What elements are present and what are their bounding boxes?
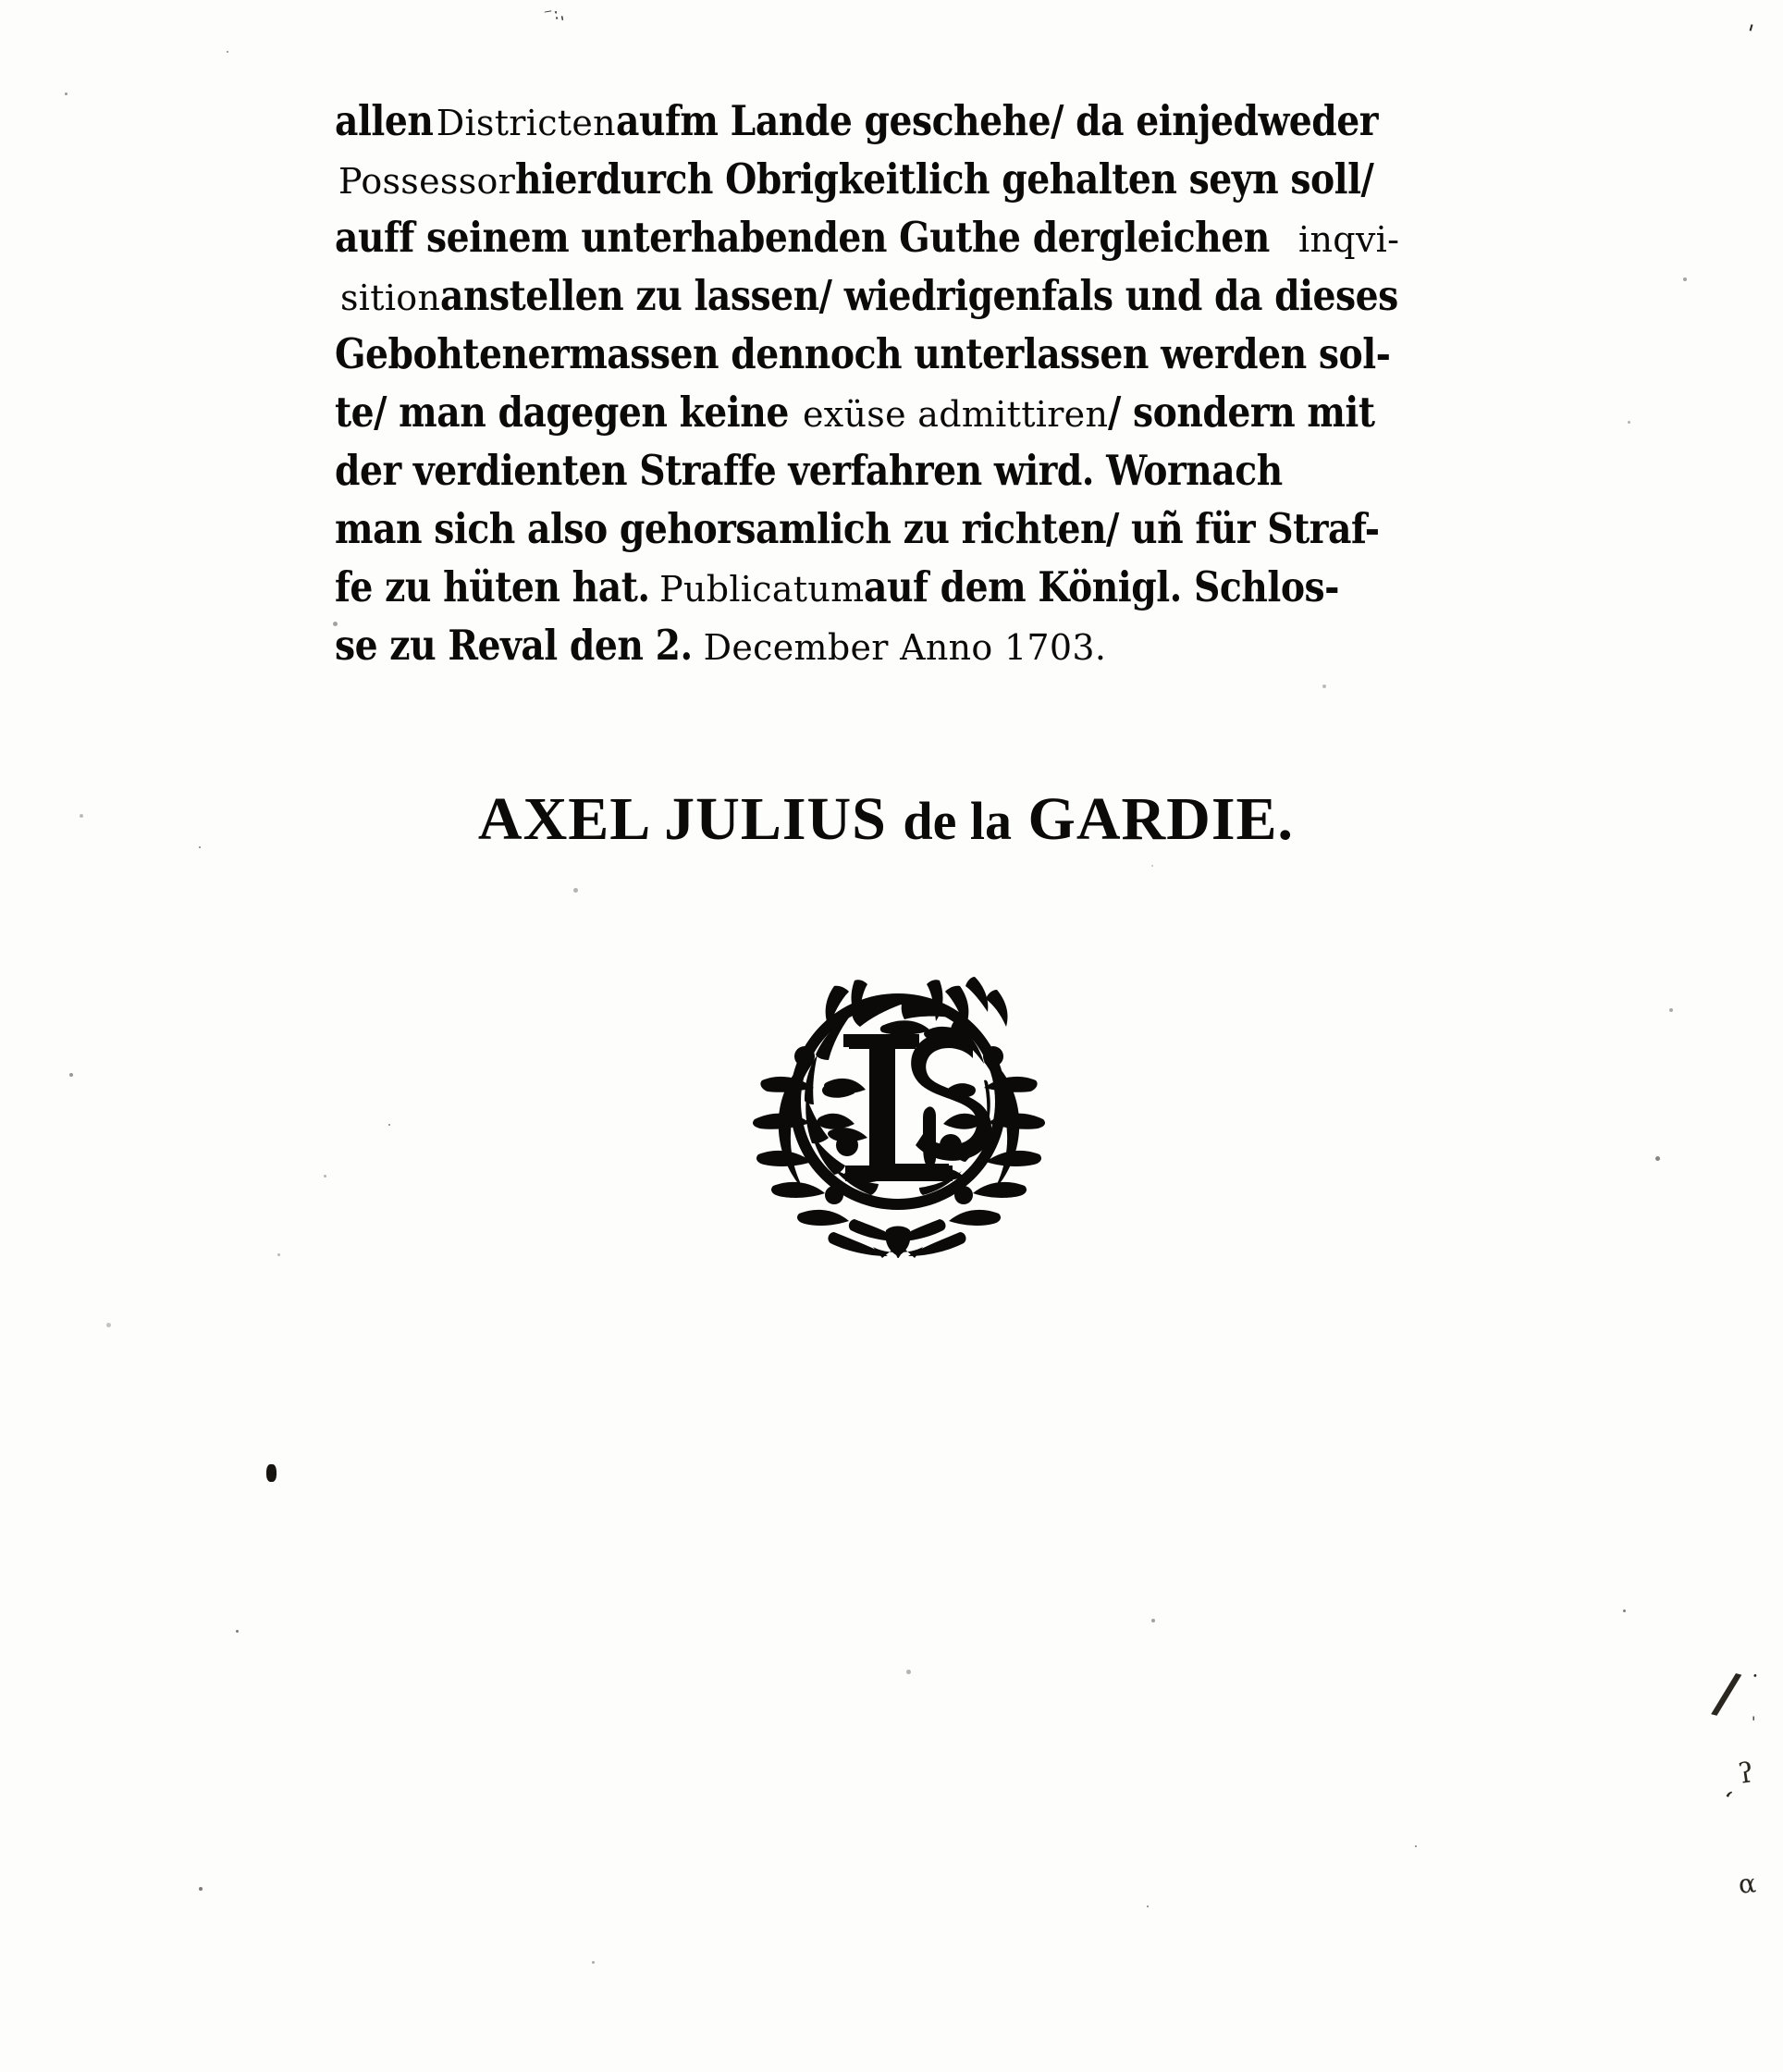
text-line — [335, 562, 1340, 621]
roman-run: sition — [340, 278, 441, 318]
paper-speckle — [1655, 1156, 1660, 1161]
seal-letter-L — [843, 1034, 953, 1181]
text-line — [335, 621, 1304, 679]
text-line — [335, 271, 1398, 329]
fraktur-run: anstellen zu lassen/ wiedrigenfals und da dieses — [440, 271, 1398, 320]
paper-speckle — [199, 1887, 203, 1891]
paper-speckle — [324, 1175, 326, 1178]
paper-speckle — [1322, 684, 1326, 688]
paper-speckle — [80, 814, 83, 818]
locus-sigilli-seal — [745, 953, 1051, 1258]
paper-speckle — [1147, 1906, 1149, 1907]
signatory-surname: GARDIE. — [1027, 785, 1295, 853]
roman-run: Publicatum — [659, 569, 865, 610]
roman-run: inqvi- — [1298, 219, 1400, 260]
paper-speckle — [592, 1961, 595, 1964]
paper-speckle — [227, 51, 228, 53]
right-margin-mark-7: α — [1737, 1868, 1758, 1900]
signatory-particle: de la — [903, 791, 1013, 851]
left-margin-ink-blot — [266, 1464, 277, 1482]
right-margin-mark-2: / — [1708, 1659, 1745, 1728]
roman-run: December Anno 1703. — [703, 627, 1107, 668]
fraktur-run: der verdienten Straffe verfahren wird. Wornach — [335, 446, 1283, 495]
fraktur-run: allen — [335, 96, 434, 145]
paper-speckle — [1623, 1610, 1626, 1612]
text-line — [335, 388, 1375, 446]
right-margin-mark-6: ʻ — [1716, 1784, 1736, 1817]
fraktur-run: auf dem Königl. Schlos- — [864, 562, 1340, 611]
roman-run: Districten — [436, 103, 616, 143]
roman-run: Possessor — [338, 161, 516, 202]
fraktur-run: aufm Lande geschehe/ da einjedweder — [615, 96, 1378, 145]
paper-speckle — [906, 1670, 911, 1674]
paper-speckle — [1151, 1619, 1155, 1622]
fraktur-run: / sondern mit — [1108, 388, 1375, 437]
fraktur-run: te/ man dagegen keine — [335, 388, 789, 437]
paper-speckle — [69, 1073, 73, 1077]
wreath-base — [828, 1219, 965, 1258]
signatory-forenames: AXEL JULIUS — [477, 785, 887, 853]
text-line — [335, 504, 1380, 562]
paper-speckle — [106, 1323, 111, 1327]
paper-speckle — [1683, 278, 1687, 281]
paper-speckle — [1669, 1008, 1673, 1012]
paper-speckle — [1415, 1845, 1417, 1847]
top-margin-mark: ⁻ːˌ — [542, 2, 566, 26]
fraktur-run: se zu Reval den 2. — [335, 621, 693, 670]
paper-speckle — [199, 846, 201, 848]
fraktur-run: Gebohtenermassen dennoch unterlassen werden sol- — [335, 329, 1391, 378]
text-line — [335, 329, 1391, 388]
paper-speckle — [65, 92, 68, 95]
text-line — [335, 446, 1304, 504]
right-margin-mark-3: · — [1747, 1664, 1763, 1689]
ordinance-body-text — [335, 96, 1400, 679]
paper-speckle — [236, 1630, 239, 1633]
text-line — [335, 154, 1374, 213]
text-line — [335, 213, 1400, 271]
right-margin-mark-1: ' — [1742, 19, 1757, 49]
text-line — [335, 96, 1378, 154]
paper-speckle — [573, 888, 578, 893]
right-margin-mark-4: ' — [1752, 1713, 1756, 1731]
right-margin-mark-5: ʔ — [1736, 1757, 1756, 1791]
signatory-line — [368, 784, 1404, 855]
fraktur-run: fe zu hüten hat. — [335, 562, 650, 611]
paper-speckle — [1628, 421, 1630, 424]
fraktur-run: hierdurch Obrigkeitlich gehalten seyn soll/ — [515, 154, 1374, 204]
fraktur-run: man sich also gehorsamlich zu richten/ uñ für Straf- — [335, 504, 1380, 553]
fraktur-run: auff seinem unterhabenden Guthe dergleichen — [335, 213, 1270, 262]
paper-speckle — [1151, 865, 1153, 867]
paper-speckle — [277, 1253, 280, 1256]
roman-run: exüse admittiren — [803, 394, 1109, 435]
paper-speckle — [388, 1124, 390, 1126]
